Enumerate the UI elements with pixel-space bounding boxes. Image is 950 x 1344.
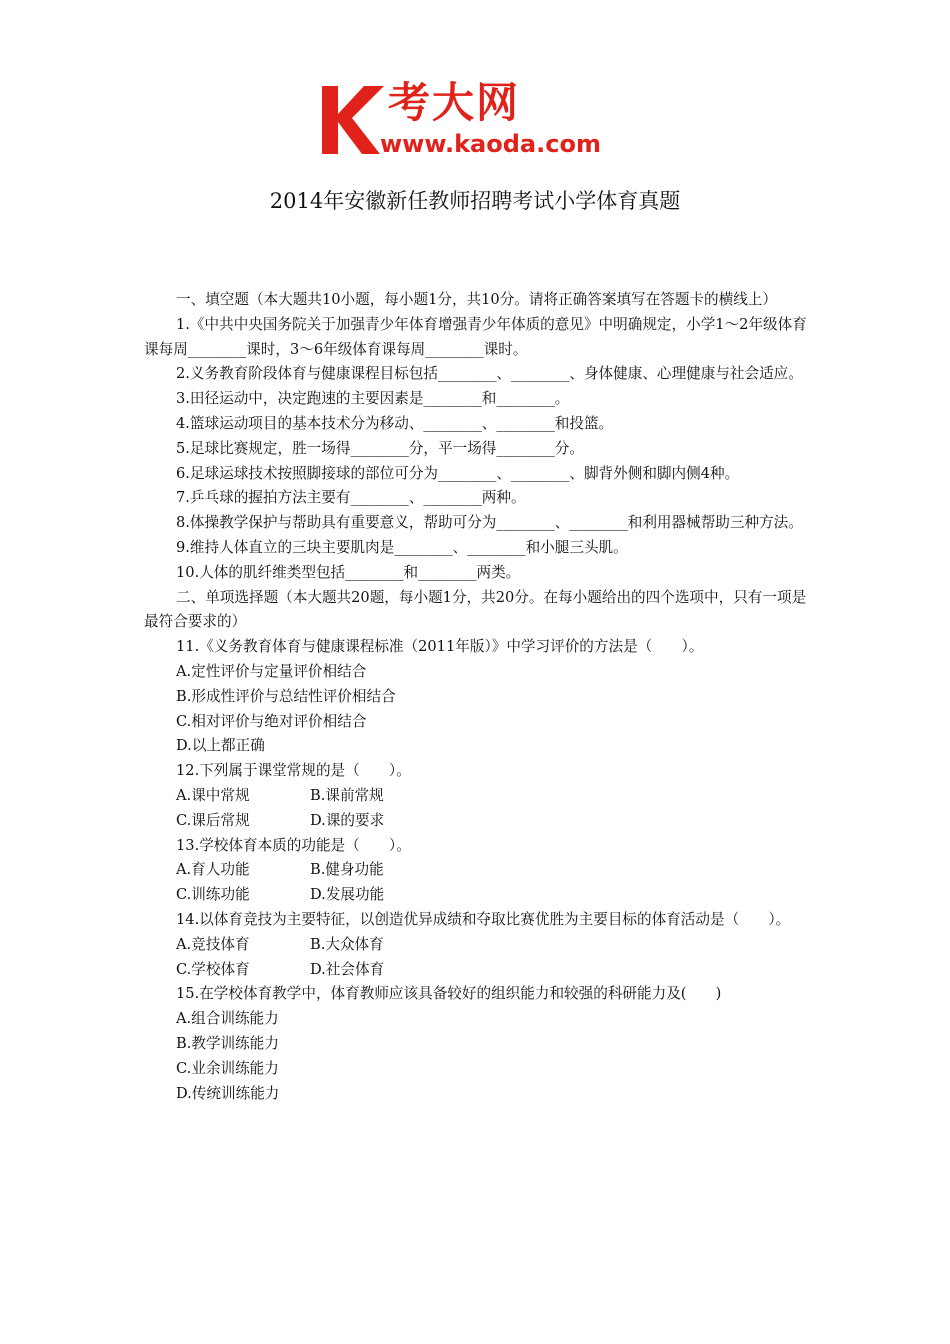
document-title: 2014年安徽新任教师招聘考试小学体育真题 — [269, 189, 681, 213]
question-12: 12.下列属于课堂常规的是（ ）。 — [176, 762, 411, 780]
section-header-single-choice: 二、单项选择题（本大题共20题，每小题1分，共20分。在每小题给出的四个选项中，只有一项是最符合要求的） — [144, 588, 807, 631]
question-13-option-c: C.训练功能 — [176, 886, 250, 904]
question-12-options-row-1 — [144, 784, 820, 809]
question-11: 11.《义务教育体育与健康课程标准（2011年版）》中学习评价的方法是（ ）。 — [176, 638, 704, 656]
kaoda-k-logo-mark — [318, 80, 388, 158]
question-13-option-a: A.育人功能 — [176, 861, 250, 879]
kaoda-logo — [318, 80, 638, 160]
question-14: 14.以体育竞技为主要特征，以创造优异成绩和夺取比赛优胜为主要目标的体育活动是（ ）。 — [176, 910, 791, 928]
question-14-option-a: A.竞技体育 — [176, 935, 250, 953]
question-13-options-row-2 — [144, 883, 820, 908]
question-11-option-a: A.定性评价与定量评价相结合 — [176, 662, 367, 680]
question-6: 6.足球运球技术按照脚接球的部位可分为________、________、脚背外侧和脚内侧4种。 — [176, 464, 740, 482]
question-2: 2.义务教育阶段体育与健康课程目标包括________、________、身体健康、心理健康与社会适应。 — [176, 365, 803, 383]
question-14-options-row-1 — [144, 933, 820, 958]
question-12-option-c: C.课后常规 — [176, 811, 250, 829]
question-15-option-b: B.教学训练能力 — [176, 1034, 279, 1052]
question-14-option-b: B.大众体育 — [310, 935, 384, 953]
question-13-option-d: D.发展功能 — [310, 886, 385, 904]
question-13: 13.学校体育本质的功能是（ ）。 — [176, 836, 411, 854]
question-13-options-row-1 — [144, 858, 820, 883]
question-11-option-d: D.以上都正确 — [176, 737, 265, 755]
question-10: 10.人体的肌纤维类型包括________和________两类。 — [176, 563, 521, 581]
question-12-options-row-2 — [144, 809, 820, 834]
question-12-option-a: A.课中常规 — [176, 786, 250, 804]
question-8: 8.体操教学保护与帮助具有重要意义，帮助可分为________、________和利用器械帮助三种方法。 — [176, 514, 803, 532]
document-body — [144, 288, 820, 1106]
question-11-option-c: C.相对评价与绝对评价相结合 — [176, 712, 367, 730]
question-4: 4.篮球运动项目的基本技术分为移动、________、________和投篮。 — [176, 414, 614, 432]
kaoda-logo-name: 考大网 — [388, 78, 521, 127]
question-14-options-row-2 — [144, 958, 820, 983]
question-7: 7.乒乓球的握拍方法主要有________、________两种。 — [176, 489, 526, 507]
question-12-option-b: B.课前常规 — [310, 786, 384, 804]
question-15: 15.在学校体育教学中，体育教师应该具备较好的组织能力和较强的科研能力及( ) — [176, 985, 722, 1003]
question-12-option-d: D.课的要求 — [310, 811, 385, 829]
question-1: 1.《中共中央国务院关于加强青少年体育增强青少年体质的意见》中明确规定，小学1～2年级体育课每周________课时，3～6年级体育课每周________课时。 — [144, 315, 807, 358]
question-15-option-a: A.组合训练能力 — [176, 1010, 279, 1028]
question-15-option-c: C.业余训练能力 — [176, 1059, 279, 1077]
question-15-option-d: D.传统训练能力 — [176, 1084, 280, 1102]
question-14-option-d: D.社会体育 — [310, 960, 385, 978]
kaoda-logo-url: www.kaoda.com — [380, 130, 601, 158]
question-11-option-b: B.形成性评价与总结性评价相结合 — [176, 687, 396, 705]
question-3: 3.田径运动中，决定跑速的主要因素是________和________。 — [176, 390, 570, 408]
section-header-fill-blank: 一、填空题（本大题共10小题，每小题1分，共10分。请将正确答案填写在答题卡的横线上） — [176, 291, 777, 308]
question-14-option-c: C.学校体育 — [176, 960, 250, 978]
question-13-option-b: B.健身功能 — [310, 861, 384, 879]
question-9: 9.维持人体直立的三块主要肌肉是________、________和小腿三头肌。 — [176, 538, 628, 556]
question-5: 5.足球比赛规定，胜一场得________分，平一场得________分。 — [176, 439, 584, 457]
